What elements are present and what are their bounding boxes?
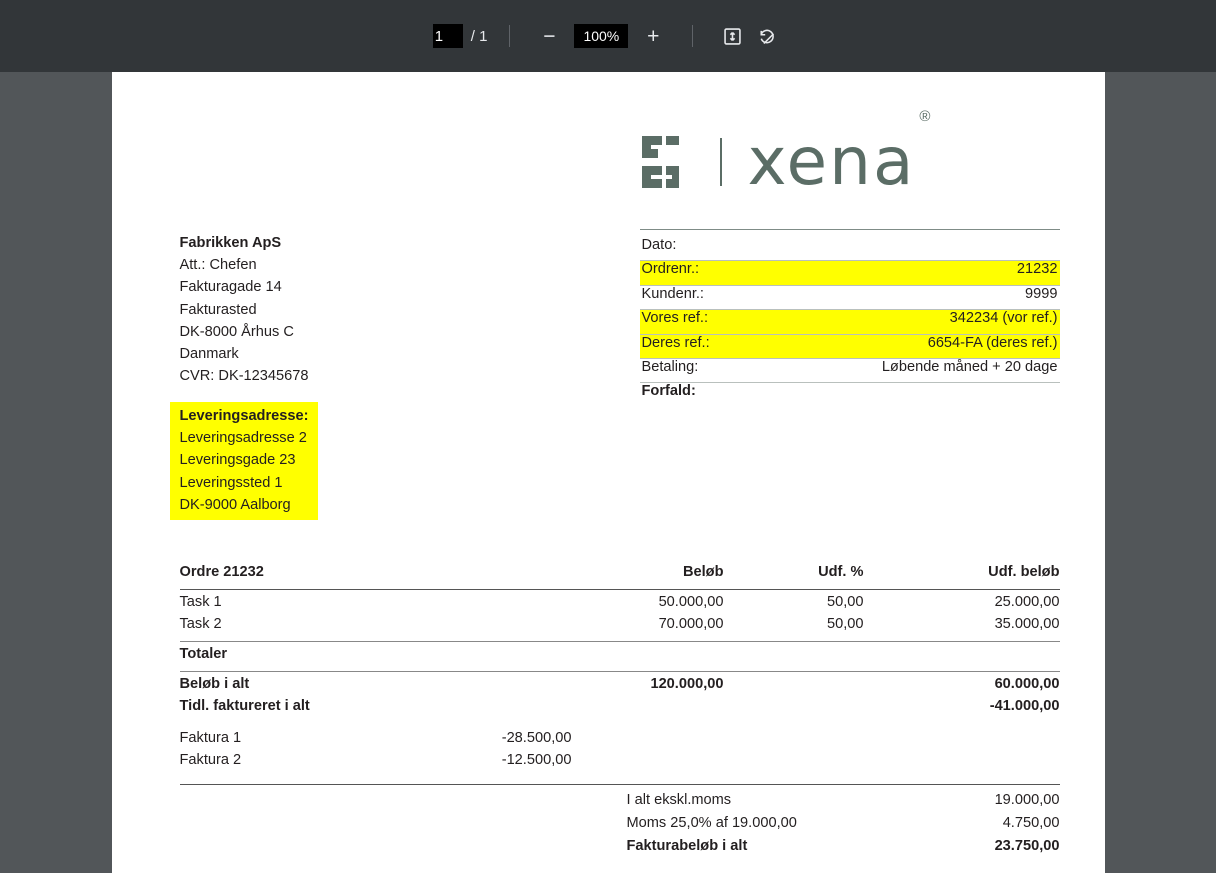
meta-value: Løbende måned + 20 dage	[881, 358, 1058, 375]
column-header-pct: Udf. %	[818, 564, 864, 580]
totals-rule-bottom	[180, 671, 1060, 672]
customer-line: Fakturasted	[179, 301, 257, 318]
row-amount: 50.000,00	[658, 594, 724, 610]
meta-row	[640, 335, 1060, 359]
row-amount: 70.000,00	[658, 616, 724, 632]
invoice-summary	[180, 784, 1060, 861]
page-navigation	[433, 24, 488, 48]
summary-total-label: Fakturabeløb i alt	[626, 838, 748, 854]
table-row	[180, 594, 1060, 616]
table-row-invoice	[180, 730, 1060, 752]
summary-row-total	[180, 838, 1060, 861]
row-pct: 50,00	[826, 594, 864, 610]
invoice-page	[112, 72, 1105, 873]
summary-row	[180, 792, 1060, 815]
meta-label: Forfald:	[641, 383, 696, 400]
zoom-in-button[interactable]: +	[636, 19, 670, 53]
summary-row	[180, 815, 1060, 838]
order-table	[180, 564, 1060, 774]
zoom-out-button[interactable]: −	[532, 19, 566, 53]
totals-label-row	[180, 646, 1060, 668]
summary-value: 4.750,00	[1002, 815, 1060, 831]
company-logo	[642, 108, 931, 200]
meta-row	[640, 383, 1060, 407]
summary-label: I alt ekskl.moms	[626, 792, 732, 808]
meta-value: 6654-FA (deres ref.)	[927, 334, 1058, 351]
meta-label: Ordrenr.:	[641, 261, 700, 278]
invoice-desc: Faktura 1	[179, 730, 242, 746]
prev-invoiced-label: Tidl. faktureret i alt	[179, 698, 310, 714]
meta-row	[640, 310, 1060, 334]
delivery-line: DK-9000 Aalborg	[179, 496, 291, 513]
registered-mark: ®	[919, 108, 931, 125]
total-label: Beløb i alt	[179, 676, 250, 692]
meta-value: 21232	[1016, 261, 1058, 278]
delivery-address-title: Leveringsadresse:	[179, 408, 309, 424]
order-table-header	[180, 564, 1060, 586]
meta-label: Kundenr.:	[641, 285, 704, 302]
customer-line: Danmark	[179, 346, 239, 363]
page-number-input[interactable]	[433, 24, 463, 48]
invoice-amount: -12.500,00	[501, 752, 572, 768]
delivery-address-block	[170, 402, 319, 520]
pdf-page-container[interactable]	[0, 72, 1216, 873]
invoice-amount: -28.500,00	[501, 730, 572, 746]
customer-line: Att.: Chefen	[179, 257, 257, 274]
column-header-amount: Beløb	[682, 564, 724, 580]
column-header-udf-amount: Udf. beløb	[988, 564, 1060, 580]
fit-to-page-icon[interactable]	[715, 19, 749, 53]
row-desc: Task 2	[179, 616, 222, 632]
meta-row	[640, 261, 1060, 285]
meta-row	[640, 359, 1060, 383]
table-row-invoice	[180, 752, 1060, 774]
prev-invoiced-udf: -41.000,00	[989, 698, 1060, 714]
customer-line: DK-8000 Århus C	[179, 323, 294, 340]
meta-label: Vores ref.:	[641, 310, 709, 327]
summary-rule	[180, 784, 1060, 785]
meta-label: Deres ref.:	[641, 334, 710, 351]
delivery-line: Leveringsgade 23	[179, 452, 296, 469]
table-row	[180, 616, 1060, 638]
order-title: Ordre 21232	[179, 564, 264, 580]
xena-wordmark: xena®	[747, 108, 931, 200]
rotate-icon[interactable]	[749, 19, 783, 53]
summary-label: Moms 25,0% af 19.000,00	[626, 815, 797, 831]
meta-label: Betaling:	[641, 358, 699, 375]
meta-label: Dato:	[641, 237, 677, 253]
row-desc: Task 1	[179, 594, 222, 610]
row-udf: 25.000,00	[994, 594, 1060, 610]
summary-total-value: 23.750,00	[994, 838, 1060, 854]
customer-line: CVR: DK-12345678	[179, 368, 309, 385]
total-amount: 120.000,00	[650, 676, 724, 692]
customer-line: Fakturagade 14	[179, 279, 282, 296]
row-pct: 50,00	[826, 616, 864, 632]
meta-row	[640, 237, 1060, 261]
customer-address-block	[180, 232, 309, 387]
zoom-level-display[interactable]: 100%	[574, 24, 628, 48]
delivery-line: Leveringssted 1	[179, 474, 283, 491]
eg-logo-icon	[642, 136, 698, 188]
totals-label: Totaler	[179, 646, 228, 662]
table-row-total	[180, 676, 1060, 698]
totals-rule-top	[180, 641, 1060, 642]
table-row-previously-invoiced	[180, 698, 1060, 720]
meta-row	[640, 286, 1060, 310]
page-total-label: / 1	[470, 27, 488, 45]
toolbar-divider-2	[692, 25, 693, 47]
toolbar-divider-1	[509, 25, 510, 47]
delivery-line: Leveringsadresse 2	[179, 430, 307, 447]
zoom-controls	[532, 19, 670, 53]
pdf-toolbar	[0, 0, 1216, 72]
logo-divider	[720, 138, 722, 186]
invoice-meta-table	[640, 229, 1060, 408]
summary-value: 19.000,00	[994, 792, 1060, 808]
customer-name: Fabrikken ApS	[179, 235, 282, 251]
row-udf: 35.000,00	[994, 616, 1060, 632]
meta-top-rule	[640, 229, 1060, 230]
meta-value: 9999	[1025, 285, 1058, 302]
invoice-desc: Faktura 2	[179, 752, 242, 768]
total-udf: 60.000,00	[994, 676, 1060, 692]
order-header-rule	[180, 589, 1060, 590]
meta-value: 342234 (vor ref.)	[949, 310, 1058, 327]
